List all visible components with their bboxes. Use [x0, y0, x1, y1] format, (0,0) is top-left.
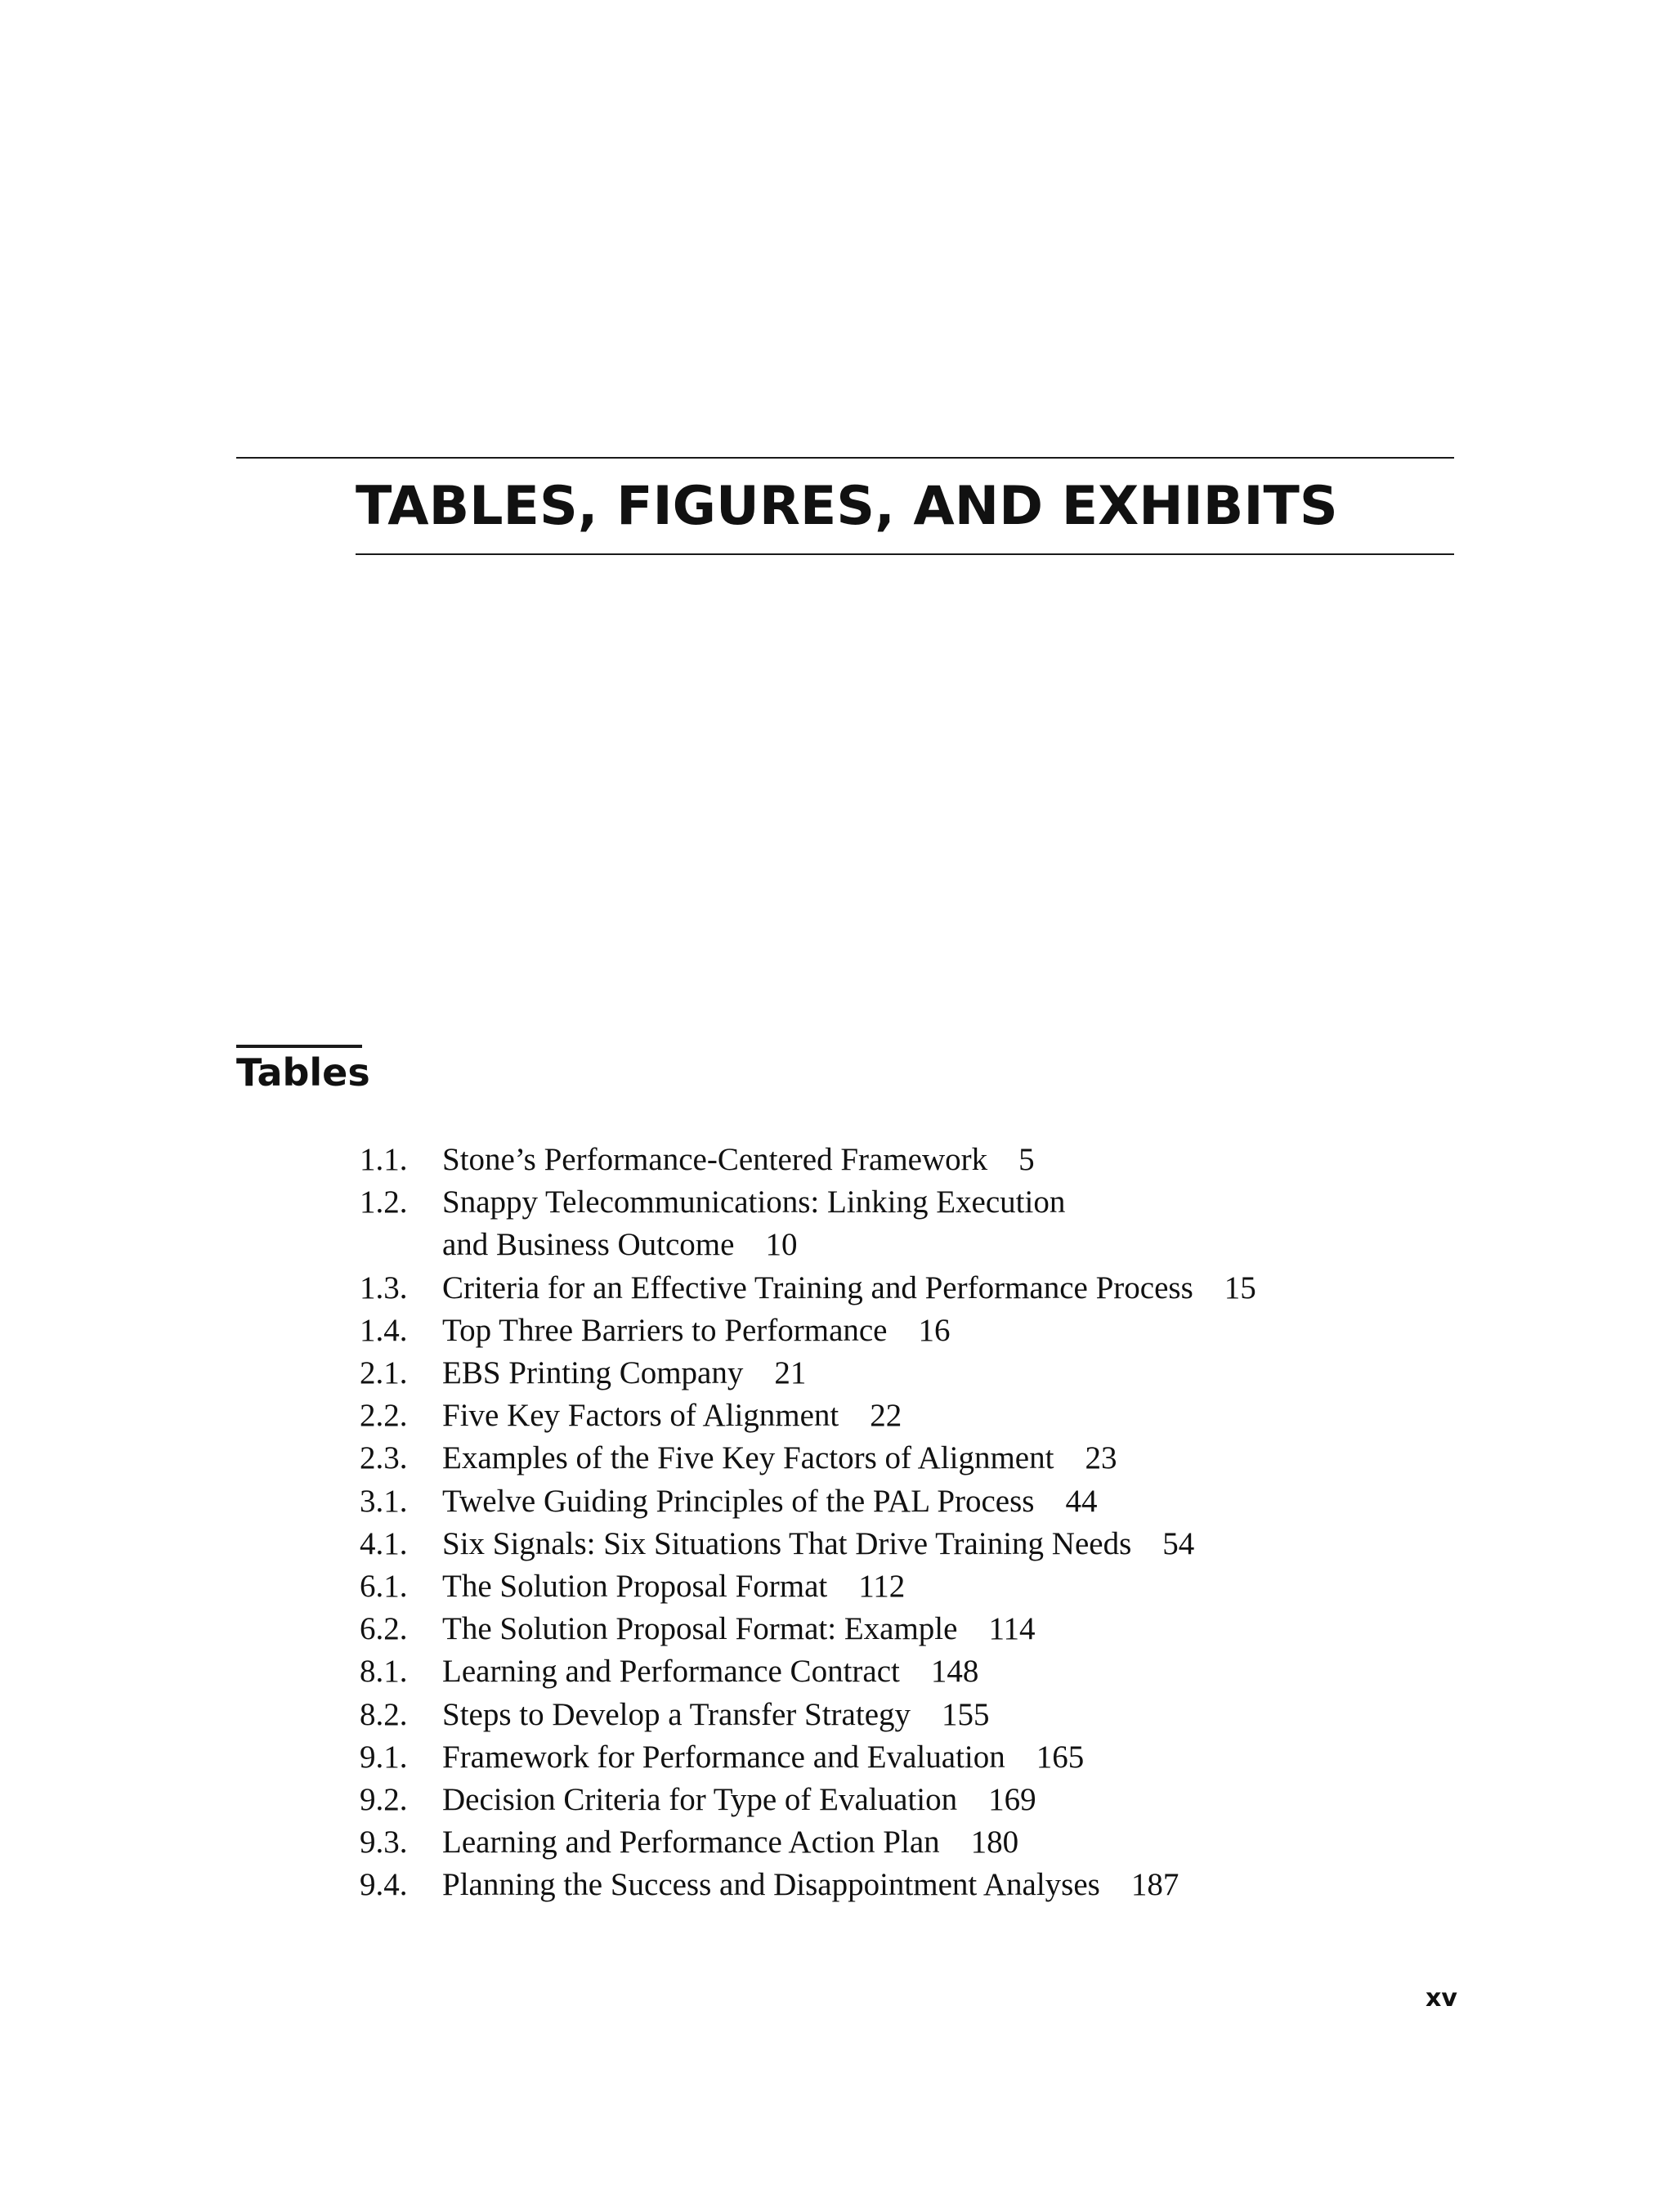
table-entry	[360, 1608, 1256, 1650]
table-title: Learning and Performance Action Plan	[442, 1825, 940, 1860]
table-title: Snappy Telecommunications: Linking Execution	[442, 1184, 1066, 1220]
table-entry	[360, 1139, 1256, 1181]
page-number: 21	[774, 1355, 807, 1391]
page-number: 15	[1224, 1269, 1256, 1305]
table-title: Six Signals: Six Situations That Drive Training Needs	[442, 1525, 1132, 1561]
table-number: 1.2.	[360, 1184, 408, 1220]
table-number: 8.1.	[360, 1654, 408, 1690]
page-number: 169	[988, 1782, 1036, 1818]
table-number: 1.1.	[360, 1142, 408, 1177]
table-title: Criteria for an Effective Training and Performance Process	[442, 1269, 1193, 1305]
table-number: 9.1.	[360, 1739, 408, 1775]
page-number: 22	[870, 1398, 902, 1434]
page-number: 16	[918, 1312, 951, 1348]
table-entry	[360, 1736, 1256, 1779]
table-number: 8.2.	[360, 1696, 408, 1732]
table-entry	[360, 1437, 1256, 1480]
table-number: 6.1.	[360, 1569, 408, 1605]
table-title: The Solution Proposal Format: Example	[442, 1611, 958, 1647]
table-entry	[360, 1779, 1256, 1821]
table-number: 2.1.	[360, 1355, 408, 1391]
table-title: Planning the Success and Disappointment Analyses	[442, 1867, 1100, 1903]
table-entry	[360, 1864, 1256, 1906]
table-number: 2.3.	[360, 1440, 408, 1476]
tables-list	[360, 1139, 1256, 1907]
table-entry	[360, 1523, 1256, 1565]
page-number: 180	[970, 1825, 1019, 1860]
table-entry	[360, 1310, 1256, 1352]
title-bottom-rule	[356, 553, 1454, 555]
table-number: 1.4.	[360, 1312, 408, 1348]
table-number: 2.2.	[360, 1398, 408, 1434]
table-title: The Solution Proposal Format	[442, 1569, 828, 1605]
table-number: 6.2.	[360, 1611, 408, 1647]
table-title: EBS Printing Company	[442, 1355, 744, 1391]
table-title: Examples of the Five Key Factors of Alignment	[442, 1440, 1054, 1476]
page-number: 187	[1130, 1867, 1179, 1903]
table-title: Learning and Performance Contract	[442, 1654, 900, 1690]
table-title: Decision Criteria for Type of Evaluation	[442, 1782, 958, 1818]
page-number: 10	[765, 1227, 798, 1263]
table-title: Twelve Guiding Principles of the PAL Process	[442, 1483, 1035, 1519]
table-number: 9.4.	[360, 1867, 408, 1903]
table-number: 4.1.	[360, 1525, 408, 1561]
table-title: Stone’s Performance-Centered Framework	[442, 1142, 988, 1177]
page-number: 23	[1085, 1440, 1117, 1476]
page-folio: xv	[1426, 1984, 1457, 2013]
table-entry	[360, 1352, 1256, 1395]
table-number: 1.3.	[360, 1269, 408, 1305]
page-number: 112	[858, 1569, 906, 1605]
page-number: 165	[1036, 1739, 1085, 1775]
table-entry	[360, 1694, 1256, 1736]
page-number: 5	[1018, 1142, 1035, 1177]
table-entry	[360, 1395, 1256, 1437]
table-entry	[360, 1267, 1256, 1310]
page-number: 155	[942, 1696, 990, 1732]
table-number: 9.3.	[360, 1825, 408, 1860]
page-number: 44	[1065, 1483, 1098, 1519]
table-entry	[360, 1181, 1256, 1266]
page-number: 148	[930, 1654, 979, 1690]
page-number: 114	[988, 1611, 1036, 1647]
table-title: Five Key Factors of Alignment	[442, 1398, 839, 1434]
table-entry	[360, 1480, 1256, 1523]
page-number: 54	[1162, 1525, 1195, 1561]
table-entry	[360, 1821, 1256, 1864]
title-top-rule	[236, 457, 1454, 459]
table-title: Top Three Barriers to Performance	[442, 1312, 888, 1348]
table-number: 9.2.	[360, 1782, 408, 1818]
section-heading-tables: Tables	[236, 1050, 370, 1095]
table-title: Framework for Performance and Evaluation	[442, 1739, 1005, 1775]
table-title: Steps to Develop a Transfer Strategy	[442, 1696, 911, 1732]
table-entry	[360, 1565, 1256, 1608]
page-title: TABLES, FIGURES, AND EXHIBITS	[356, 476, 1338, 537]
table-entry	[360, 1650, 1256, 1693]
table-title-continuation: and Business Outcome	[442, 1227, 735, 1263]
table-number: 3.1.	[360, 1483, 408, 1519]
